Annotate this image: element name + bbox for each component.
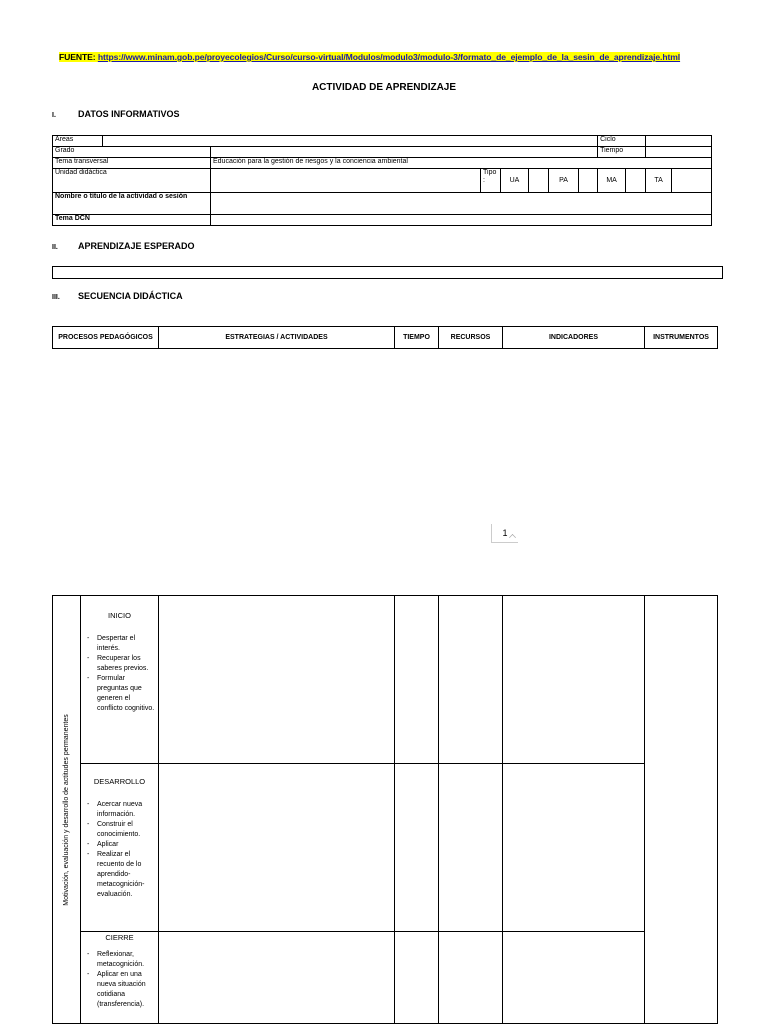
tipo-ta: TA: [646, 169, 672, 193]
phase-title: DESARROLLO: [93, 777, 146, 786]
nombre-value[interactable]: [211, 193, 712, 215]
list-item: - Formular preguntas que generen el conflicto cognitivo.: [85, 674, 156, 714]
document-title: ACTIVIDAD DE APRENDIZAJE: [311, 82, 457, 93]
section-datos-informativos: [52, 109, 180, 119]
aprendizaje-esperado-box[interactable]: [52, 266, 723, 279]
tipo-pa-box[interactable]: [579, 169, 598, 193]
grado-value[interactable]: [211, 147, 598, 158]
list-item: - Despertar el interés.: [85, 634, 156, 654]
header-indicadores: INDICADORES: [503, 327, 645, 349]
source-link[interactable]: https://www.minam.gob.pe/proyecolegios/Curso/curso-virtual/Modulos/modulo3/modulo-3/formato_de_ejemplo_de_la_sesin_de_aprendizaje.html: [97, 52, 681, 62]
list-item: - Aplicar en una nueva situación cotidiana (transferencia).: [85, 970, 156, 1010]
header-estrategias: ESTRATEGIAS / ACTIVIDADES: [159, 327, 395, 349]
tema-dcn-value[interactable]: [211, 215, 712, 226]
phase-desarrollo: [81, 764, 159, 932]
page-number-text: 1: [502, 528, 508, 538]
recursos-inicio[interactable]: [439, 596, 503, 764]
tema-transversal-value: Educación para la gestión de riesgos y la conciencia ambiental: [211, 158, 712, 169]
tiempo-desarrollo[interactable]: [395, 764, 439, 932]
page-fold-icon: [509, 534, 516, 541]
header-instrumentos: INSTRUMENTOS: [645, 327, 718, 349]
tiempo-cierre[interactable]: [395, 932, 439, 1024]
section-label: DATOS INFORMATIVOS: [78, 109, 180, 119]
indicadores-inicio[interactable]: [503, 596, 645, 764]
ciclo-label: Ciclo: [598, 136, 646, 147]
section-number: I.: [52, 112, 56, 119]
sequence-table: [52, 595, 718, 1024]
estrategias-desarrollo[interactable]: [159, 764, 395, 932]
tipo-ma: MA: [598, 169, 626, 193]
list-item: - Construir el conocimiento.: [85, 820, 156, 840]
section-label: SECUENCIA DIDÁCTICA: [78, 291, 183, 301]
tipo-ua-box[interactable]: [529, 169, 549, 193]
ciclo-value[interactable]: [646, 136, 712, 147]
tipo-ua: UA: [501, 169, 529, 193]
indicadores-desarrollo[interactable]: [503, 764, 645, 932]
unidad-label: Unidad didáctica: [53, 169, 211, 193]
sequence-header-table: [52, 326, 718, 349]
list-item: - Aplicar: [85, 840, 156, 850]
section-number: III.: [52, 294, 60, 301]
unidad-value[interactable]: [211, 169, 481, 193]
recursos-cierre[interactable]: [439, 932, 503, 1024]
phase-title: INICIO: [108, 611, 131, 620]
tipo-label: Tipo :: [481, 169, 501, 193]
estrategias-cierre[interactable]: [159, 932, 395, 1024]
section-label: APRENDIZAJE ESPERADO: [78, 241, 195, 251]
vertical-label-cell: [53, 596, 81, 1024]
nombre-label: Nombre o título de la actividad o sesión: [53, 193, 211, 215]
areas-label: Áreas: [53, 136, 103, 147]
list-item: - Reflexionar, metacognición.: [85, 950, 156, 970]
tiempo-value[interactable]: [646, 147, 712, 158]
source-line: [59, 52, 680, 62]
list-item: - Acercar nueva información.: [85, 800, 156, 820]
areas-value[interactable]: [103, 136, 598, 147]
grado-label: Grado: [53, 147, 211, 158]
list-item: - Realizar el recuento de lo aprendido-metacognición-evaluación.: [85, 850, 156, 900]
list-item: - Recuperar los saberes previos.: [85, 654, 156, 674]
source-label: FUENTE:: [59, 52, 96, 62]
tipo-pa: PA: [549, 169, 579, 193]
instrumentos-cell[interactable]: [645, 596, 718, 1024]
recursos-desarrollo[interactable]: [439, 764, 503, 932]
section-number: II.: [52, 244, 58, 251]
tipo-ma-box[interactable]: [626, 169, 646, 193]
indicadores-cierre[interactable]: [503, 932, 645, 1024]
vertical-label: Motivación, evaluación y desarrollo de actitudes permanentes: [62, 713, 70, 906]
tema-dcn-label: Tema DCN: [53, 215, 211, 226]
phase-title: CIERRE: [105, 933, 134, 942]
header-procesos: PROCESOS PEDAGÓGICOS: [53, 327, 159, 349]
tipo-ta-box[interactable]: [672, 169, 712, 193]
phase-cierre: [81, 932, 159, 1024]
header-recursos: RECURSOS: [439, 327, 503, 349]
info-table: [52, 135, 712, 226]
phase-inicio: [81, 596, 159, 764]
header-tiempo: TIEMPO: [395, 327, 439, 349]
section-secuencia-didactica: [52, 291, 183, 301]
estrategias-inicio[interactable]: [159, 596, 395, 764]
page-number: [491, 524, 518, 543]
section-aprendizaje-esperado: [52, 241, 195, 251]
tema-transversal-label: Tema transversal: [53, 158, 211, 169]
tiempo-inicio[interactable]: [395, 596, 439, 764]
tiempo-label: Tiempo: [598, 147, 646, 158]
